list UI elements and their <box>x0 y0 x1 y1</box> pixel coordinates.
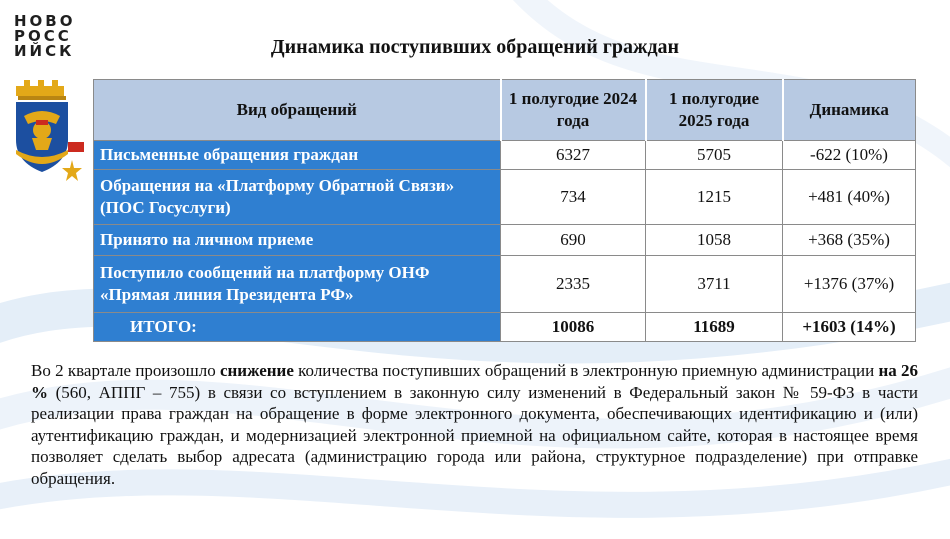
summary-paragraph <box>31 360 918 489</box>
cell-2025: 1215 <box>646 170 783 225</box>
cell-2025: 5705 <box>646 141 783 170</box>
appeals-table <box>93 79 916 342</box>
table-row <box>94 256 916 313</box>
cell-dynamics: +368 (35%) <box>783 225 916 256</box>
page-title: Динамика поступивших обращений граждан <box>270 36 680 58</box>
cell-2024: 2335 <box>501 256 646 313</box>
table-row <box>94 141 916 170</box>
row-label: Обращения на «Платформу Обратной Связи» (ПОС Госуслуги) <box>94 170 501 225</box>
table-row <box>94 170 916 225</box>
paragraph-text: (560, АППГ – 755) в связи со вступлением в законную силу изменений в Федеральный закон № 59-ФЗ в части реализации права граждан на обращение в форме электронного документа, обеспечивающих идентификацию и (или) аутентификацию граждан, и модернизацией электронной приемной на официальном сайте, которая в настоящее время позволяет сделать выбор адресата (администрацию города или района, структурное подразделение) при отправке обращения. <box>31 382 918 488</box>
logo-line-1: НОВО <box>14 12 76 30</box>
row-label: Письменные обращения граждан <box>94 141 501 170</box>
column-header-2024: 1 полугодие 2024 года <box>501 80 646 141</box>
column-header-dynamics: Динамика <box>783 80 916 141</box>
cell-2025: 3711 <box>646 256 783 313</box>
logo-line-3: ИЙСК <box>14 42 75 60</box>
paragraph-emphasis: снижение <box>219 361 294 380</box>
cell-dynamics: -622 (10%) <box>783 141 916 170</box>
cell-2024: 6327 <box>501 141 646 170</box>
row-label: Принято на личном приеме <box>94 225 501 256</box>
column-header-2025: 1 полугодие 2025 года <box>646 80 783 141</box>
paragraph-text: количества поступивших обращений в электронную приемную администрации <box>293 361 879 380</box>
total-dynamics: +1603 (14%) <box>783 313 916 342</box>
row-label: Поступило сообщений на платформу ОНФ «Прямая линия Президента РФ» <box>94 256 501 313</box>
table-total-row <box>94 313 916 342</box>
paragraph-text: Во 2 квартале произошло <box>31 361 220 380</box>
total-2024: 10086 <box>501 313 646 342</box>
cell-dynamics: +1376 (37%) <box>783 256 916 313</box>
table-row <box>94 225 916 256</box>
cell-2024: 734 <box>501 170 646 225</box>
total-label: ИТОГО: <box>94 313 501 342</box>
paragraph-emphasis: на 26 % <box>31 361 919 402</box>
cell-2024: 690 <box>501 225 646 256</box>
table-header-row <box>94 80 916 141</box>
column-header-type: Вид обращений <box>94 80 501 141</box>
total-2025: 11689 <box>646 313 783 342</box>
logo-line-2: РОСС <box>14 27 72 45</box>
cell-2025: 1058 <box>646 225 783 256</box>
city-coat-of-arms-icon <box>10 80 84 192</box>
cell-dynamics: +481 (40%) <box>783 170 916 225</box>
